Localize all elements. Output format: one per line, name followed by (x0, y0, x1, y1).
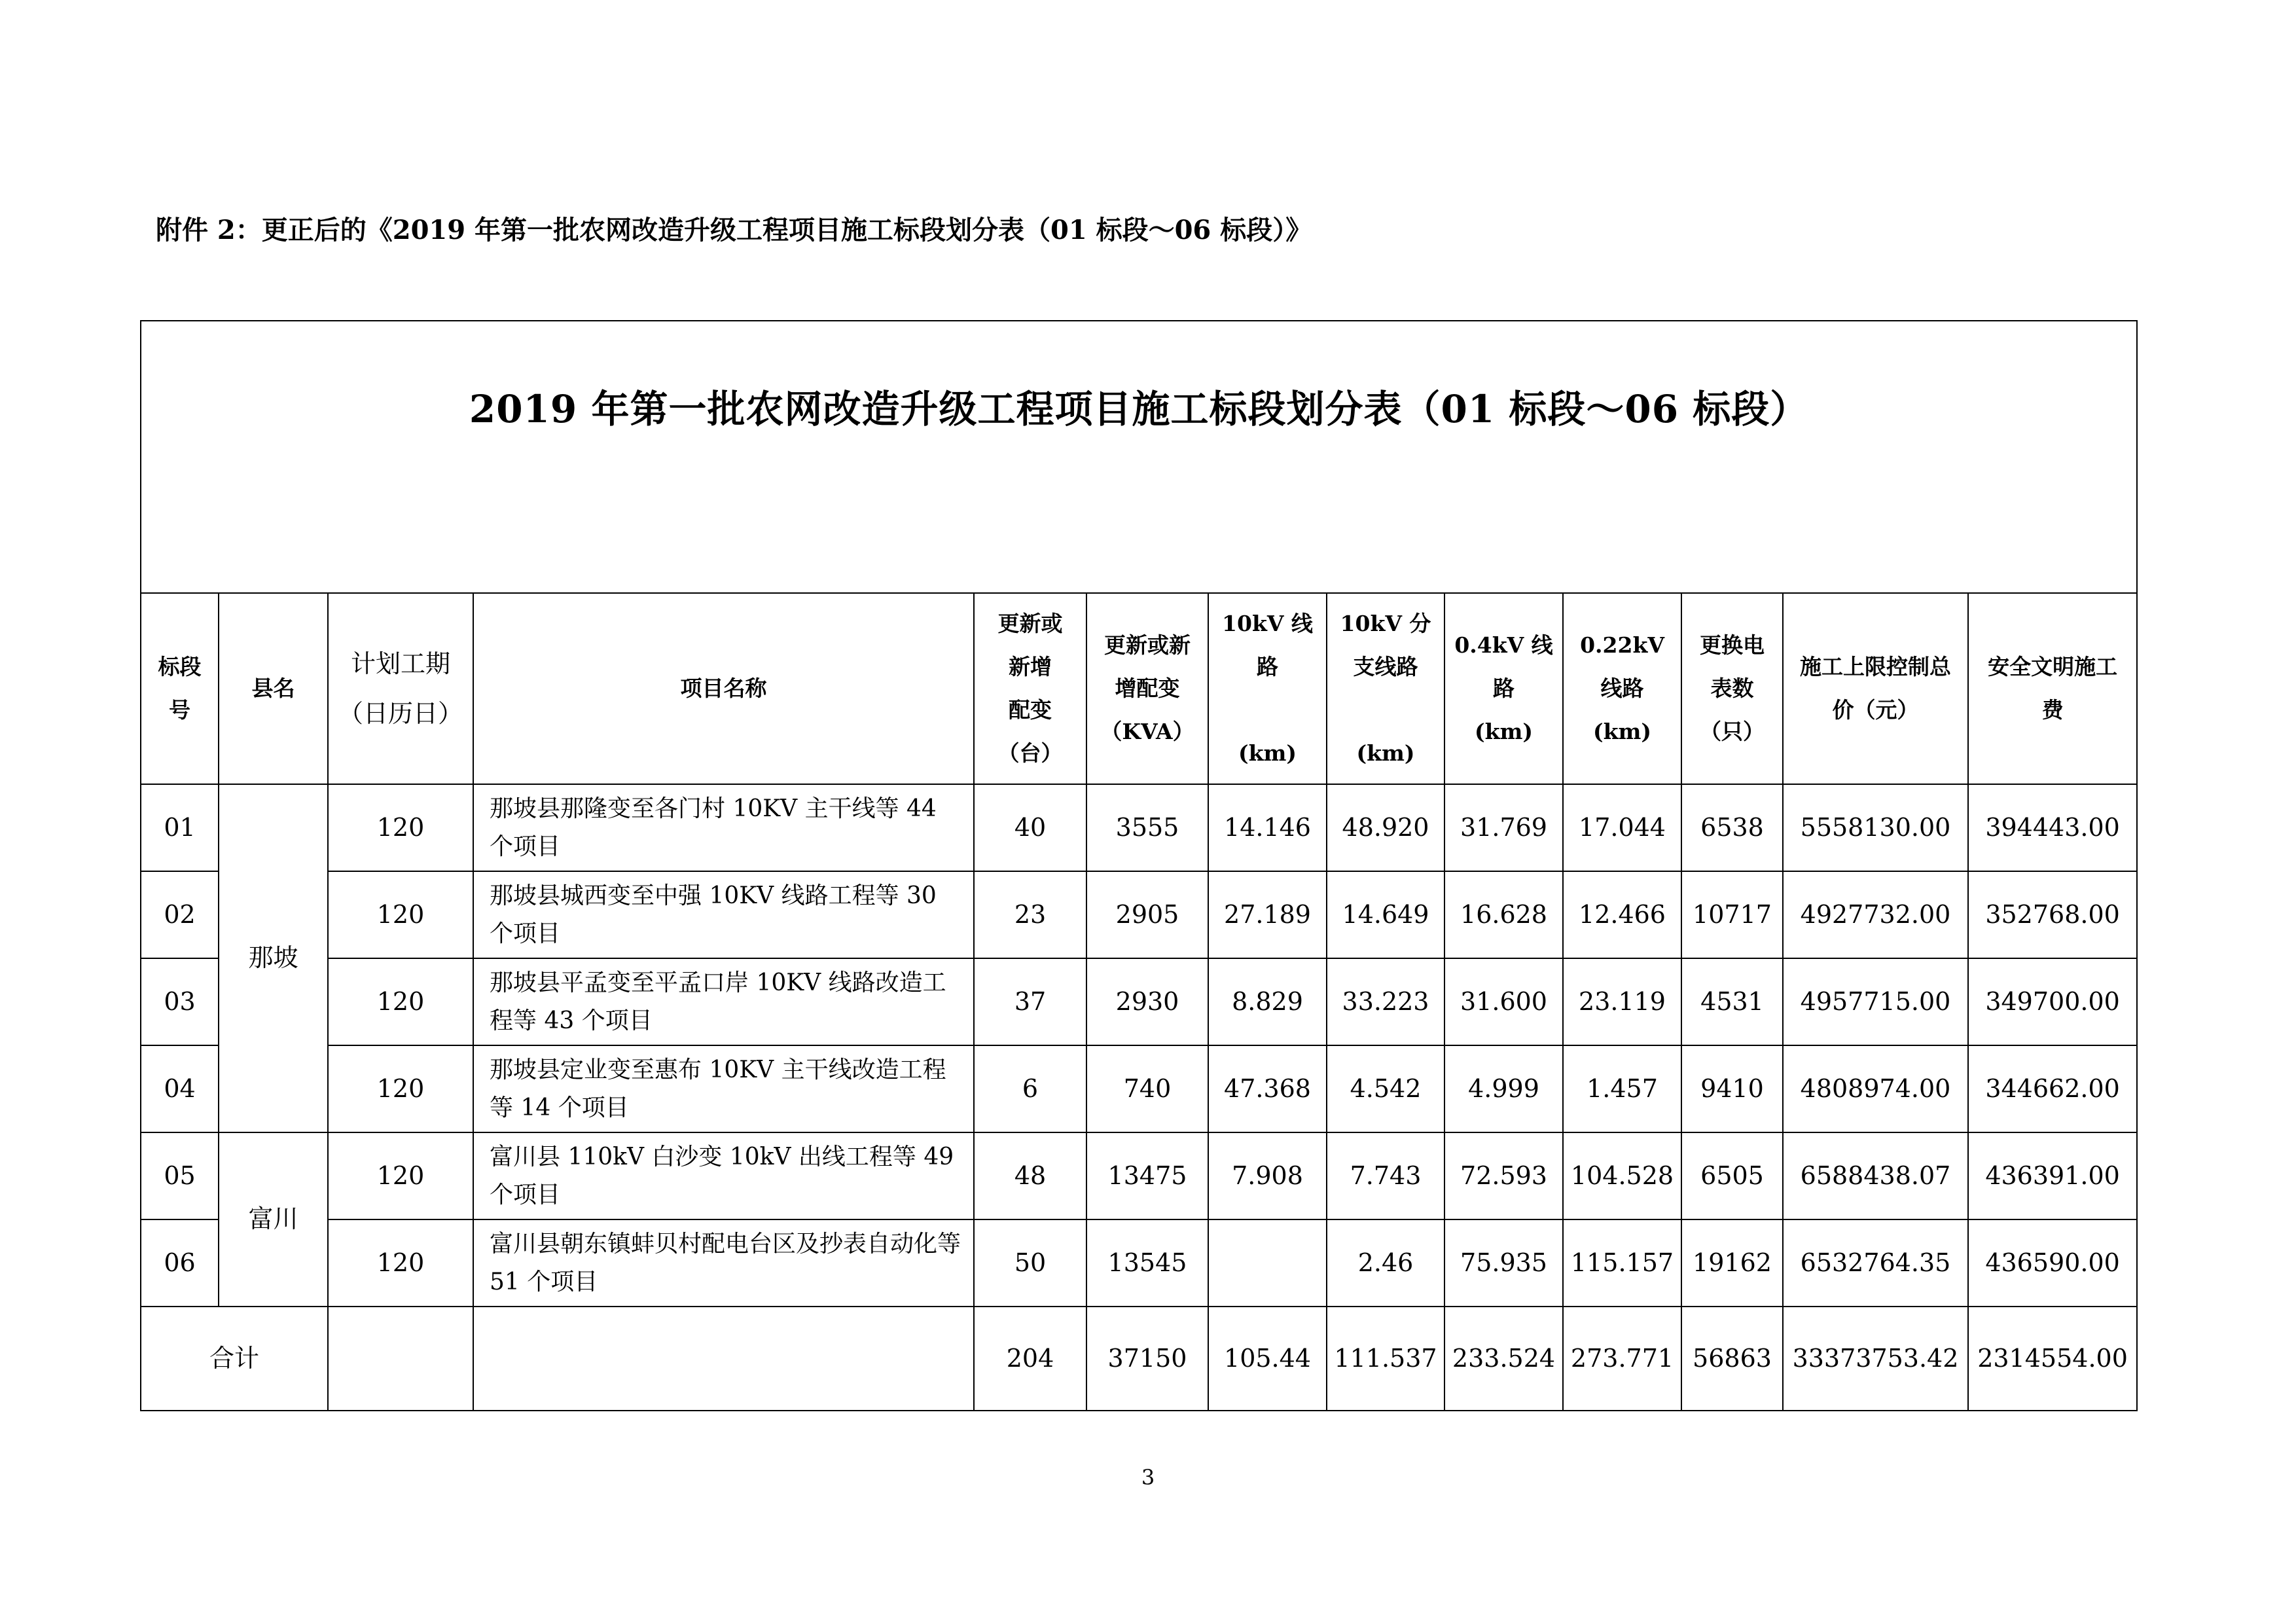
total-safety: 2314554.00 (1968, 1307, 2137, 1411)
cell-safety: 352768.00 (1968, 871, 2137, 958)
cell-safety: 349700.00 (1968, 958, 2137, 1045)
header-line: 支线路 (1353, 654, 1418, 679)
cell-project: 富川县 110kV 白沙变 10kV 出线工程等 49 个项目 (473, 1132, 974, 1219)
cell-price: 4957715.00 (1783, 958, 1968, 1045)
cell-transformers: 23 (974, 871, 1086, 958)
cell-period: 120 (328, 871, 473, 958)
header-price (1783, 593, 1968, 784)
total-line04: 233.524 (1444, 1307, 1563, 1411)
total-period-empty (328, 1307, 473, 1411)
total-price: 33373753.42 (1783, 1307, 1968, 1411)
cell-county: 那坡 (219, 784, 328, 1132)
cell-safety: 436391.00 (1968, 1132, 2137, 1219)
cell-line10 (1208, 1219, 1327, 1307)
cell-section: 05 (141, 1132, 219, 1219)
attachment-caption: 附件 2：更正后的《2019 年第一批农网改造升级工程项目施工标段划分表（01 标段～06 标段）》 (156, 215, 1312, 245)
cell-period: 120 (328, 1219, 473, 1307)
total-branch10: 111.537 (1327, 1307, 1444, 1411)
header-line: 安全文明施工 (1988, 654, 2118, 679)
header-row (141, 593, 2137, 784)
header-line: 更新或 (997, 611, 1063, 636)
table-row (141, 1219, 2137, 1307)
cell-line04: 16.628 (1444, 871, 1563, 958)
cell-transformers: 48 (974, 1132, 1086, 1219)
table-row (141, 871, 2137, 958)
cell-section: 01 (141, 784, 219, 871)
cell-line10: 47.368 (1208, 1045, 1327, 1132)
cell-project: 富川县朝东镇蚌贝村配电台区及抄表自动化等 51 个项目 (473, 1219, 974, 1307)
header-line: （只） (1700, 719, 1765, 744)
cell-branch10: 48.920 (1327, 784, 1444, 871)
cell-price: 6532764.35 (1783, 1219, 1968, 1307)
cell-kva: 13545 (1086, 1219, 1208, 1307)
cell-branch10: 14.649 (1327, 871, 1444, 958)
header-line04 (1444, 593, 1563, 784)
cell-section: 06 (141, 1219, 219, 1307)
cell-period: 120 (328, 784, 473, 871)
cell-meters: 6505 (1681, 1132, 1783, 1219)
header-line: 路 (1257, 654, 1278, 679)
header-kva (1086, 593, 1208, 784)
cell-price: 5558130.00 (1783, 784, 1968, 871)
total-transformers: 204 (974, 1307, 1086, 1411)
table-row (141, 1045, 2137, 1132)
cell-line022: 104.528 (1563, 1132, 1681, 1219)
bid-section-table (140, 320, 2138, 1411)
cell-safety: 436590.00 (1968, 1219, 2137, 1307)
cell-transformers: 50 (974, 1219, 1086, 1307)
cell-county: 富川 (219, 1132, 328, 1307)
cell-kva: 740 (1086, 1045, 1208, 1132)
header-line: 配变 (1009, 697, 1052, 723)
table-row (141, 784, 2137, 871)
total-meters: 56863 (1681, 1307, 1783, 1411)
cell-line10: 14.146 (1208, 784, 1327, 871)
header-line: (km) (1592, 719, 1651, 744)
cell-transformers: 6 (974, 1045, 1086, 1132)
total-row (141, 1307, 2137, 1411)
cell-line04: 72.593 (1444, 1132, 1563, 1219)
cell-period: 120 (328, 958, 473, 1045)
cell-safety: 344662.00 (1968, 1045, 2137, 1132)
header-line: （日历日） (338, 699, 463, 728)
cell-line022: 17.044 (1563, 784, 1681, 871)
cell-line10: 8.829 (1208, 958, 1327, 1045)
header-project (473, 593, 974, 784)
cell-line04: 31.600 (1444, 958, 1563, 1045)
table-row (141, 958, 2137, 1045)
cell-branch10: 2.46 (1327, 1219, 1444, 1307)
header-line: (km) (1474, 719, 1533, 744)
header-line: 县名 (251, 676, 295, 701)
cell-price: 4927732.00 (1783, 871, 1968, 958)
cell-section: 03 (141, 958, 219, 1045)
header-line: (km) (1356, 740, 1415, 766)
cell-line022: 115.157 (1563, 1219, 1681, 1307)
header-line: 表数 (1710, 676, 1754, 701)
header-line: 路 (1493, 676, 1515, 701)
cell-line022: 1.457 (1563, 1045, 1681, 1132)
header-line: 新增 (1009, 654, 1052, 679)
cell-section: 02 (141, 871, 219, 958)
cell-kva: 2930 (1086, 958, 1208, 1045)
cell-transformers: 37 (974, 958, 1086, 1045)
header-line: （KVA） (1100, 719, 1194, 744)
cell-transformers: 40 (974, 784, 1086, 871)
cell-branch10: 4.542 (1327, 1045, 1444, 1132)
cell-meters: 19162 (1681, 1219, 1783, 1307)
cell-meters: 9410 (1681, 1045, 1783, 1132)
table-row (141, 1132, 2137, 1219)
header-section (141, 593, 219, 784)
cell-branch10: 7.743 (1327, 1132, 1444, 1219)
cell-section: 04 (141, 1045, 219, 1132)
header-line: 号 (169, 697, 190, 723)
cell-line04: 4.999 (1444, 1045, 1563, 1132)
cell-meters: 4531 (1681, 958, 1783, 1045)
cell-line022: 12.466 (1563, 871, 1681, 958)
cell-line04: 75.935 (1444, 1219, 1563, 1307)
header-meters (1681, 593, 1783, 784)
cell-safety: 394443.00 (1968, 784, 2137, 871)
header-line: 10kV 分 (1340, 611, 1431, 636)
header-line: 施工上限控制总 (1800, 654, 1951, 679)
cell-period: 120 (328, 1132, 473, 1219)
cell-meters: 10717 (1681, 871, 1783, 958)
header-transformers (974, 593, 1086, 784)
header-line: 10kV 线 (1222, 611, 1313, 636)
cell-kva: 3555 (1086, 784, 1208, 871)
cell-project: 那坡县定业变至惠布 10KV 主干线改造工程等 14 个项目 (473, 1045, 974, 1132)
cell-line04: 31.769 (1444, 784, 1563, 871)
total-line022: 273.771 (1563, 1307, 1681, 1411)
header-line: 标段 (158, 654, 202, 679)
header-line: 线路 (1600, 676, 1644, 701)
cell-kva: 2905 (1086, 871, 1208, 958)
header-line: 费 (2041, 697, 2064, 723)
header-line: 更换电 (1700, 632, 1765, 658)
header-line: （台） (997, 740, 1063, 766)
header-period (328, 593, 473, 784)
cell-line10: 27.189 (1208, 871, 1327, 958)
total-kva: 37150 (1086, 1307, 1208, 1411)
cell-project: 那坡县那隆变至各门村 10KV 主干线等 44 个项目 (473, 784, 974, 871)
cell-branch10: 33.223 (1327, 958, 1444, 1045)
header-line (1209, 689, 1326, 732)
cell-project: 那坡县城西变至中强 10KV 线路工程等 30 个项目 (473, 871, 974, 958)
cell-price: 6588438.07 (1783, 1132, 1968, 1219)
total-project-empty (473, 1307, 974, 1411)
header-line022 (1563, 593, 1681, 784)
header-line: 计划工期 (350, 649, 450, 678)
cell-line10: 7.908 (1208, 1132, 1327, 1219)
total-label: 合计 (141, 1307, 328, 1411)
cell-price: 4808974.00 (1783, 1045, 1968, 1132)
header-line: 0.22kV (1580, 632, 1664, 658)
page-number: 3 (1141, 1465, 1155, 1490)
header-branch10 (1327, 593, 1444, 784)
table-title: 2019 年第一批农网改造升级工程项目施工标段划分表（01 标段～06 标段） (141, 321, 2137, 593)
header-line: 项目名称 (680, 676, 767, 701)
cell-period: 120 (328, 1045, 473, 1132)
header-line: 更新或新 (1104, 632, 1191, 658)
cell-project: 那坡县平孟变至平孟口岸 10KV 线路改造工程等 43 个项目 (473, 958, 974, 1045)
header-line10 (1208, 593, 1327, 784)
total-line10: 105.44 (1208, 1307, 1327, 1411)
header-line: 价（元） (1832, 697, 1919, 723)
header-line (1327, 689, 1444, 732)
cell-kva: 13475 (1086, 1132, 1208, 1219)
cell-meters: 6538 (1681, 784, 1783, 871)
header-line: (km) (1238, 740, 1297, 766)
cell-line022: 23.119 (1563, 958, 1681, 1045)
header-line: 增配变 (1115, 676, 1180, 701)
header-line: 0.4kV 线 (1454, 632, 1553, 658)
header-safety (1968, 593, 2137, 784)
header-county (219, 593, 328, 784)
